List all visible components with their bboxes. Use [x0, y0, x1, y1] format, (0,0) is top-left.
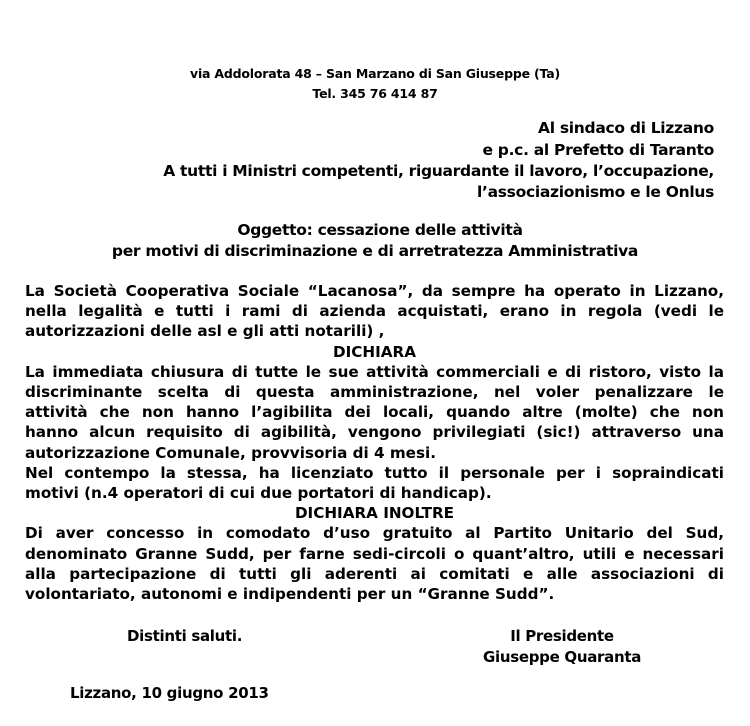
- declaration-line: hanno alcun requisito di agibilità, vengono privilegiati (sic!) attraverso una: [25, 423, 724, 442]
- further-line: alla partecipazione di tutti gli aderenti ai comitati e alle associazioni di: [25, 564, 724, 583]
- heading-dichiara-inoltre: DICHIARA INOLTRE: [294, 504, 455, 523]
- declaration-line: autorizzazione Comunale, provvisoria di 4 mesi.: [25, 443, 436, 462]
- letterhead-phone: Tel. 345 76 414 87: [312, 86, 438, 101]
- intro-line: La Società Cooperativa Sociale “Lacanosa”, da sempre ha operato in Lizzano,: [25, 282, 724, 300]
- recipient-ministers-cont: l’associazionismo e le Onlus: [477, 183, 714, 201]
- recipient-ministers: A tutti i Ministri competenti, riguardante il lavoro, l’occupazione,: [163, 162, 714, 180]
- declaration-paragraph: [25, 362, 724, 503]
- declaration-line: discriminante scelta di questa amministrazione, nel voler penalizzare le: [25, 383, 724, 402]
- subject-line-2: per motivi di discriminazione e di arretratezza Amministrativa: [111, 242, 639, 260]
- subject-line-1: Oggetto: cessazione delle attività: [237, 221, 523, 239]
- intro-line: autorizzazioni delle asl e gli atti notarili) ,: [25, 322, 385, 341]
- recipient-mayor: Al sindaco di Lizzano: [538, 119, 714, 137]
- declaration-line: La immediata chiusura di tutte le sue attività commerciali e di ristoro, visto la: [25, 362, 724, 381]
- signer-name: Giuseppe Quaranta: [482, 648, 642, 666]
- further-line: volontariato, autonomi e indipendenti per un “Granne Sudd”.: [25, 585, 555, 604]
- declaration-line: motivi (n.4 operatori di cui due portatori di handicap).: [25, 484, 492, 503]
- letter-body: [25, 281, 724, 604]
- declaration-line: attività che non hanno l’agibilita dei locali, quando altre (molte) che non: [25, 403, 724, 422]
- further-paragraph: [25, 523, 724, 604]
- place-date: Lizzano, 10 giugno 2013: [70, 684, 269, 702]
- recipient-prefect: e p.c. al Prefetto di Taranto: [482, 141, 714, 159]
- intro-line: nella legalità e tutti i rami di azienda acquistati, erano in regola (vedi le: [25, 302, 724, 321]
- declaration-line: Nel contempo la stessa, ha licenziato tutto il personale per i sopraindicati: [25, 463, 724, 482]
- intro-paragraph: [25, 281, 724, 342]
- closing-greeting: Distinti saluti.: [127, 627, 243, 645]
- heading-dichiara: DICHIARA: [333, 342, 416, 361]
- letterhead-address: via Addolorata 48 – San Marzano di San Giuseppe (Ta): [190, 66, 560, 81]
- further-line: denominato Granne Sudd, per farne sedi-circoli o quant’altro, utili e necessari: [25, 544, 724, 563]
- signer-title: Il Presidente: [510, 627, 614, 645]
- further-line: Di aver concesso in comodato d’uso gratuito al Partito Unitario del Sud,: [25, 524, 724, 543]
